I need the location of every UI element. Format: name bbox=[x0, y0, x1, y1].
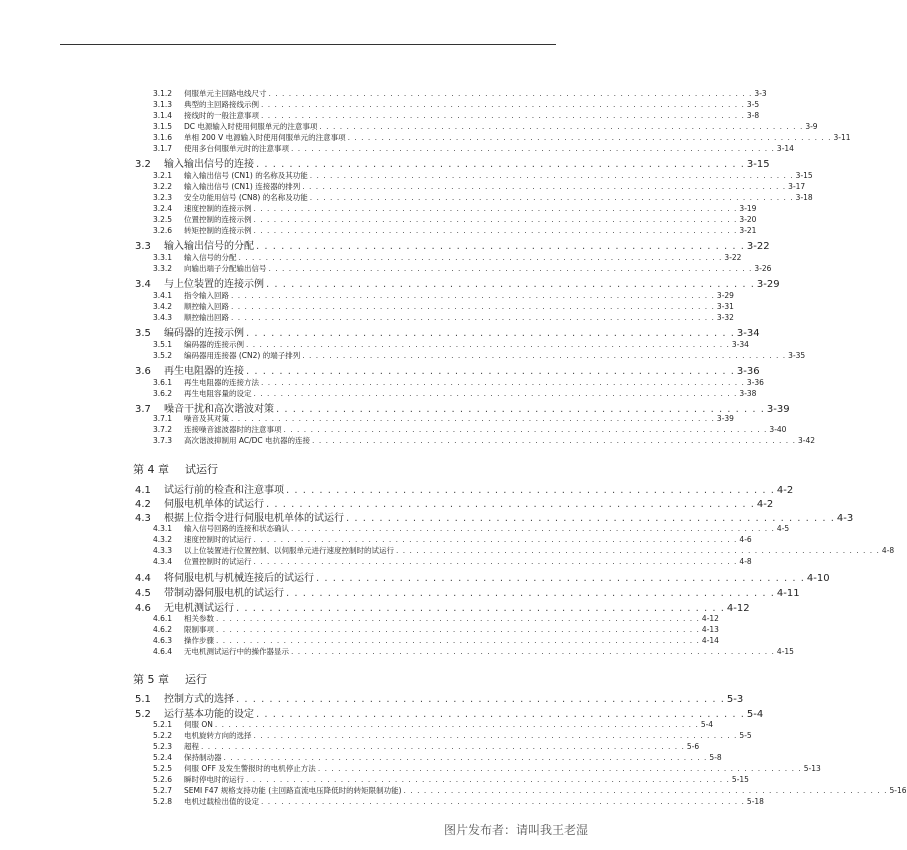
entry-title: 伺服 OFF 及发生警报时的电机停止方法 bbox=[184, 764, 316, 773]
dot-leader: . . . . . . . . . . . . . . . . . . . . . . . . . . . . . . . . . . . . . . . . . . . . . . . . . . . . . . . . . . . bbox=[266, 279, 755, 290]
toc-entry-3-1-5[interactable] bbox=[153, 121, 818, 131]
section-page: 4-3 bbox=[836, 513, 854, 524]
entry-title: 编码器用连接器 (CN2) 的端子排列 bbox=[184, 351, 301, 360]
toc-section-4-2[interactable] bbox=[135, 495, 774, 510]
dot-leader: . . . . . . . . . . . . . . . . . . . . . . . . . . . . . . . . . . . . . . . . . . . . . . . . . . . . . . . . . . . . . . . . . . . . . . . . bbox=[231, 291, 715, 300]
entry-page: 5-13 bbox=[803, 764, 821, 773]
chapter-title: 试运行 bbox=[185, 463, 218, 476]
entry-title: 限制事项 bbox=[184, 625, 214, 634]
dot-leader: . . . . . . . . . . . . . . . . . . . . . . . . . . . . . . . . . . . . . . . . . . . . . . . . . . . . . . . . . . . . . . . . . . . . . . . . bbox=[216, 636, 700, 645]
dot-leader: . . . . . . . . . . . . . . . . . . . . . . . . . . . . . . . . . . . . . . . . . . . . . . . . . . . . . . . . . . . . . . . . . . . . . . . . bbox=[261, 797, 745, 806]
entry-page: 5-18 bbox=[746, 797, 764, 806]
entry-number: 3.4.2 bbox=[153, 302, 173, 311]
section-page: 4-10 bbox=[806, 573, 830, 584]
entry-number: 3.2.1 bbox=[153, 171, 173, 180]
entry-title: 高次谐波抑制用 AC/DC 电抗器的连接 bbox=[184, 436, 311, 445]
entry-title: 单相 200 V 电源输入时使用伺服单元的注意事项 bbox=[184, 133, 346, 142]
section-title: 带制动器伺服电机的试运行 bbox=[164, 588, 284, 599]
toc-entry-4-6-1[interactable] bbox=[153, 613, 719, 623]
entry-number: 3.1.3 bbox=[153, 100, 173, 109]
toc-entry-3-6-1[interactable] bbox=[153, 377, 764, 387]
entry-number: 3.7.3 bbox=[153, 436, 173, 445]
toc-entry-3-6-2[interactable] bbox=[153, 388, 757, 398]
section-title: 噪音干扰和高次谐波对策 bbox=[164, 404, 274, 415]
section-title: 运行基本功能的设定 bbox=[164, 709, 254, 720]
entry-title: 无电机测试运行中的操作器显示 bbox=[184, 647, 289, 656]
dot-leader: . . . . . . . . . . . . . . . . . . . . . . . . . . . . . . . . . . . . . . . . . . . . . . . . . . . . . . . . . . . . . . . . . . . . . . . . bbox=[261, 378, 745, 387]
toc-entry-5-2-4[interactable] bbox=[153, 752, 722, 762]
dot-leader: . . . . . . . . . . . . . . . . . . . . . . . . . . . . . . . . . . . . . . . . . . . . . . . . . . . . . . . . . . . bbox=[246, 328, 735, 339]
dot-leader: . . . . . . . . . . . . . . . . . . . . . . . . . . . . . . . . . . . . . . . . . . . . . . . . . . . . . . . . . . . . . . . . . . . . . . . . bbox=[268, 89, 753, 98]
toc-chapter-4[interactable] bbox=[133, 461, 218, 475]
section-page: 4-12 bbox=[726, 603, 750, 614]
entry-title: 典型的主回路接线示例 bbox=[184, 100, 259, 109]
entry-title: 速度控制时的试运行 bbox=[184, 535, 252, 544]
toc-section-4-6[interactable] bbox=[135, 599, 750, 614]
entry-page: 4-6 bbox=[739, 535, 752, 544]
entry-number: 4.3.4 bbox=[153, 557, 173, 566]
section-title: 将伺服电机与机械连接后的试运行 bbox=[164, 573, 314, 584]
toc-entry-3-2-5[interactable] bbox=[153, 214, 757, 224]
section-page: 4-2 bbox=[756, 499, 774, 510]
toc-section-5-2[interactable] bbox=[135, 705, 764, 720]
dot-leader: . . . . . . . . . . . . . . . . . . . . . . . . . . . . . . . . . . . . . . . . . . . . . . . . . . . . . . . . . . . . . . . . . . . . . . . . bbox=[302, 182, 787, 191]
entry-number: 3.5.1 bbox=[153, 340, 173, 349]
dot-leader: . . . . . . . . . . . . . . . . . . . . . . . . . . . . . . . . . . . . . . . . . . . . . . . . . . . . . . . . . . . . . . . . . . . . . . . . bbox=[246, 340, 730, 349]
entry-title: 保持制动器 bbox=[184, 753, 222, 762]
section-number: 4.1 bbox=[135, 485, 151, 496]
entry-page: 3-17 bbox=[788, 182, 806, 191]
dot-leader: . . . . . . . . . . . . . . . . . . . . . . . . . . . . . . . . . . . . . . . . . . . . . . . . . . . . . . . . . . . . . . . . . . . . . . . . bbox=[246, 775, 730, 784]
dot-leader: . . . . . . . . . . . . . . . . . . . . . . . . . . . . . . . . . . . . . . . . . . . . . . . . . . . . . . . . . . . . . . . . . . . . . . . . bbox=[291, 524, 775, 533]
entry-title: 编码器的连接示例 bbox=[184, 340, 244, 349]
section-title: 再生电阻器的连接 bbox=[164, 366, 244, 377]
section-title: 试运行前的检查和注意事项 bbox=[164, 485, 284, 496]
section-number: 4.3 bbox=[135, 513, 151, 524]
entry-title: 超程 bbox=[184, 742, 199, 751]
entry-number: 5.2.5 bbox=[153, 764, 173, 773]
entry-page: 5-15 bbox=[731, 775, 749, 784]
toc-entry-3-7-1[interactable] bbox=[153, 413, 734, 423]
section-number: 3.5 bbox=[135, 328, 151, 339]
section-page: 5-3 bbox=[726, 694, 744, 705]
entry-number: 3.5.2 bbox=[153, 351, 173, 360]
publisher-watermark: 图片发布者：请叫我王老湿 bbox=[443, 823, 588, 837]
chapter-title: 运行 bbox=[185, 673, 207, 686]
dot-leader: . . . . . . . . . . . . . . . . . . . . . . . . . . . . . . . . . . . . . . . . . . . . . . . . . . . . . . . . . . . . . . . . . . . . . . . . bbox=[302, 351, 787, 360]
toc-entry-5-2-8[interactable] bbox=[153, 796, 764, 806]
entry-title: 以上位装置进行位置控制、以伺服单元进行速度控制时的试运行 bbox=[184, 546, 394, 555]
entry-page: 3-29 bbox=[716, 291, 734, 300]
entry-number: 3.1.7 bbox=[153, 144, 173, 153]
entry-page: 3-15 bbox=[795, 171, 813, 180]
entry-number: 4.6.2 bbox=[153, 625, 173, 634]
entry-page: 3-19 bbox=[739, 204, 757, 213]
entry-page: 3-26 bbox=[754, 264, 772, 273]
dot-leader: . . . . . . . . . . . . . . . . . . . . . . . . . . . . . . . . . . . . . . . . . . . . . . . . . . . . . . . . . . . bbox=[286, 485, 775, 496]
section-number: 3.7 bbox=[135, 404, 151, 415]
entry-page: 3-34 bbox=[731, 340, 749, 349]
dot-leader: . . . . . . . . . . . . . . . . . . . . . . . . . . . . . . . . . . . . . . . . . . . . . . . . . . . . . . . . . . . bbox=[256, 159, 745, 170]
entry-title: 接线时的一般注意事项 bbox=[184, 111, 259, 120]
dot-leader: . . . . . . . . . . . . . . . . . . . . . . . . . . . . . . . . . . . . . . . . . . . . . . . . . . . . . . . . . . . bbox=[256, 241, 745, 252]
dot-leader: . . . . . . . . . . . . . . . . . . . . . . . . . . . . . . . . . . . . . . . . . . . . . . . . . . . . . . . . . . . bbox=[236, 694, 725, 705]
dot-leader: . . . . . . . . . . . . . . . . . . . . . . . . . . . . . . . . . . . . . . . . . . . . . . . . . . . . . . . . . . . . . . . . . . . . . . . . bbox=[216, 614, 700, 623]
section-page: 3-29 bbox=[756, 279, 780, 290]
dot-leader: . . . . . . . . . . . . . . . . . . . . . . . . . . . . . . . . . . . . . . . . . . . . . . . . . . . . . . . . . . . . . . . . . . . . . . . . bbox=[309, 171, 794, 180]
entry-title: 再生电阻容量的设定 bbox=[184, 389, 252, 398]
toc-entry-5-2-1[interactable] bbox=[153, 719, 714, 729]
entry-number: 3.2.3 bbox=[153, 193, 173, 202]
toc-entry-3-5-1[interactable] bbox=[153, 339, 749, 349]
entry-page: 5-16 bbox=[889, 786, 907, 795]
dot-leader: . . . . . . . . . . . . . . . . . . . . . . . . . . . . . . . . . . . . . . . . . . . . . . . . . . . . . . . . . . . bbox=[346, 513, 835, 524]
entry-title: 连接噪音滤波器时的注意事项 bbox=[184, 425, 282, 434]
section-title: 与上位装置的连接示例 bbox=[164, 279, 264, 290]
entry-title: 转矩控制的连接示例 bbox=[184, 226, 252, 235]
entry-page: 5-5 bbox=[739, 731, 752, 740]
entry-number: 5.2.3 bbox=[153, 742, 173, 751]
entry-title: 电机过载检出值的设定 bbox=[184, 797, 259, 806]
entry-page: 4-5 bbox=[776, 524, 790, 533]
section-title: 输入输出信号的连接 bbox=[164, 159, 254, 170]
section-title: 伺服电机单体的试运行 bbox=[164, 499, 264, 510]
toc-entry-3-2-1[interactable] bbox=[153, 170, 813, 180]
section-page: 3-15 bbox=[746, 159, 770, 170]
toc-entry-3-2-2[interactable] bbox=[153, 181, 806, 191]
section-number: 4.6 bbox=[135, 603, 151, 614]
toc-entry-3-4-3[interactable] bbox=[153, 312, 734, 322]
entry-number: 4.3.2 bbox=[153, 535, 173, 544]
section-page: 3-39 bbox=[766, 404, 790, 415]
chapter-number: 第 4 章 bbox=[133, 463, 169, 476]
entry-number: 5.2.8 bbox=[153, 797, 173, 806]
section-title: 输入输出信号的分配 bbox=[164, 241, 254, 252]
entry-page: 3-42 bbox=[797, 436, 815, 445]
section-number: 4.5 bbox=[135, 588, 151, 599]
dot-leader: . . . . . . . . . . . . . . . . . . . . . . . . . . . . . . . . . . . . . . . . . . . . . . . . . . . . . . . . . . . . . . . . . . . . . . . . bbox=[253, 226, 738, 235]
section-title: 编码器的连接示例 bbox=[164, 328, 244, 339]
toc-entry-5-2-6[interactable] bbox=[153, 774, 749, 784]
toc-entry-5-2-5[interactable] bbox=[153, 763, 821, 773]
section-title: 根据上位指令进行伺服电机单体的试运行 bbox=[164, 513, 344, 524]
entry-title: 输入输出信号 (CN1) 的名称及其功能 bbox=[184, 171, 308, 180]
entry-page: 3-32 bbox=[716, 313, 734, 322]
toc-section-5-1[interactable] bbox=[135, 690, 744, 705]
dot-leader: . . . . . . . . . . . . . . . . . . . . . . . . . . . . . . . . . . . . . . . . . . . . . . . . . . . . . . . . . . . . . . . . . . . . . . . . bbox=[253, 215, 738, 224]
dot-leader: . . . . . . . . . . . . . . . . . . . . . . . . . . . . . . . . . . . . . . . . . . . . . . . . . . . . . . . . . . . bbox=[286, 588, 775, 599]
entry-page: 3-22 bbox=[724, 253, 742, 262]
entry-title: 伺服 ON bbox=[184, 720, 213, 729]
dot-leader: . . . . . . . . . . . . . . . . . . . . . . . . . . . . . . . . . . . . . . . . . . . . . . . . . . . . . . . . . . . . . . . . . . . . . . . . bbox=[261, 111, 745, 120]
toc-entry-3-1-4[interactable] bbox=[153, 110, 760, 120]
dot-leader: . . . . . . . . . . . . . . . . . . . . . . . . . . . . . . . . . . . . . . . . . . . . . . . . . . . . . . . . . . . . . . . . . . . . . . . . bbox=[223, 753, 708, 762]
entry-page: 4-12 bbox=[701, 614, 719, 623]
entry-title: 向输出端子分配输出信号 bbox=[184, 264, 267, 273]
entry-title: 噪音及其对策 bbox=[184, 414, 229, 423]
toc-section-4-5[interactable] bbox=[135, 584, 800, 599]
dot-leader: . . . . . . . . . . . . . . . . . . . . . . . . . . . . . . . . . . . . . . . . . . . . . . . . . . . . . . . . . . . . . . . . . . . . . . . . bbox=[317, 764, 802, 773]
section-number: 5.1 bbox=[135, 694, 151, 705]
toc-section-4-4[interactable] bbox=[135, 569, 830, 584]
entry-page: 5-6 bbox=[686, 742, 700, 751]
dot-leader: . . . . . . . . . . . . . . . . . . . . . . . . . . . . . . . . . . . . . . . . . . . . . . . . . . . . . . . . . . . . . . . . . . . . . . . . bbox=[396, 546, 880, 555]
entry-page: 3-38 bbox=[739, 389, 757, 398]
entry-title: 伺服单元主回路电线尺寸 bbox=[184, 89, 267, 98]
toc-entry-3-2-3[interactable] bbox=[153, 192, 813, 202]
toc-entry-4-3-4[interactable] bbox=[153, 556, 752, 566]
dot-leader: . . . . . . . . . . . . . . . . . . . . . . . . . . . . . . . . . . . . . . . . . . . . . . . . . . . . . . . . . . . . . . . . . . . . . . . . bbox=[231, 414, 715, 423]
entry-number: 5.2.6 bbox=[153, 775, 173, 784]
entry-title: 指令输入回路 bbox=[184, 291, 229, 300]
section-number: 3.3 bbox=[135, 241, 151, 252]
section-page: 5-4 bbox=[746, 709, 764, 720]
dot-leader: . . . . . . . . . . . . . . . . . . . . . . . . . . . . . . . . . . . . . . . . . . . . . . . . . . . . . . . . . . . . . . . . . . . . . . . . bbox=[253, 204, 738, 213]
entry-number: 3.6.2 bbox=[153, 389, 173, 398]
toc-section-3-7[interactable] bbox=[135, 400, 790, 415]
dot-leader: . . . . . . . . . . . . . . . . . . . . . . . . . . . . . . . . . . . . . . . . . . . . . . . . . . . . . . . . . . . . . . . . . . . . . . . . bbox=[283, 425, 768, 434]
toc-section-3-3[interactable] bbox=[135, 237, 770, 252]
entry-title: 电机旋转方向的选择 bbox=[184, 731, 252, 740]
section-page: 4-2 bbox=[776, 485, 794, 496]
toc-entry-4-3-2[interactable] bbox=[153, 534, 752, 544]
dot-leader: . . . . . . . . . . . . . . . . . . . . . . . . . . . . . . . . . . . . . . . . . . . . . . . . . . . . . . . . . . . . . . . . . . . . . . . . bbox=[253, 389, 738, 398]
entry-number: 5.2.1 bbox=[153, 720, 173, 729]
toc-entry-4-6-4[interactable] bbox=[153, 646, 794, 656]
entry-page: 5-8 bbox=[709, 753, 722, 762]
toc-entry-5-2-7[interactable] bbox=[153, 785, 907, 795]
toc-entry-4-6-2[interactable] bbox=[153, 624, 719, 634]
entry-number: 4.6.4 bbox=[153, 647, 173, 656]
entry-number: 3.4.1 bbox=[153, 291, 173, 300]
entry-page: 3-9 bbox=[805, 122, 818, 131]
top-rule bbox=[60, 44, 556, 45]
dot-leader: . . . . . . . . . . . . . . . . . . . . . . . . . . . . . . . . . . . . . . . . . . . . . . . . . . . . . . . . . . . . . . . . . . . . . . . . bbox=[231, 313, 715, 322]
toc-entry-3-1-7[interactable] bbox=[153, 143, 794, 153]
entry-number: 3.1.4 bbox=[153, 111, 173, 120]
entry-title: 顺控输入回路 bbox=[184, 302, 229, 311]
entry-number: 3.2.5 bbox=[153, 215, 173, 224]
toc-entry-4-6-3[interactable] bbox=[153, 635, 719, 645]
entry-number: 4.3.3 bbox=[153, 546, 173, 555]
toc-entry-5-2-2[interactable] bbox=[153, 730, 752, 740]
entry-page: 4-14 bbox=[701, 636, 719, 645]
section-number: 3.2 bbox=[135, 159, 151, 170]
toc-section-3-5[interactable] bbox=[135, 324, 760, 339]
toc-entry-3-1-3[interactable] bbox=[153, 99, 760, 109]
entry-page: 3-21 bbox=[739, 226, 757, 235]
entry-number: 3.2.6 bbox=[153, 226, 173, 235]
entry-number: 5.2.7 bbox=[153, 786, 173, 795]
section-number: 3.4 bbox=[135, 279, 151, 290]
section-page: 3-22 bbox=[746, 241, 770, 252]
entry-page: 3-18 bbox=[795, 193, 813, 202]
dot-leader: . . . . . . . . . . . . . . . . . . . . . . . . . . . . . . . . . . . . . . . . . . . . . . . . . . . . . . . . . . . . . . . . . . . . . . . . bbox=[312, 436, 796, 445]
dot-leader: . . . . . . . . . . . . . . . . . . . . . . . . . . . . . . . . . . . . . . . . . . . . . . . . . . . . . . . . . . . . . . . . . . . . . . . . bbox=[214, 720, 699, 729]
entry-number: 5.2.4 bbox=[153, 753, 173, 762]
section-number: 4.4 bbox=[135, 573, 151, 584]
toc-section-3-2[interactable] bbox=[135, 155, 770, 170]
entry-title: 顺控输出回路 bbox=[184, 313, 229, 322]
entry-number: 3.3.1 bbox=[153, 253, 173, 262]
entry-title: 瞬时停电时的运行 bbox=[184, 775, 244, 784]
toc-entry-3-7-3[interactable] bbox=[153, 435, 815, 445]
entry-title: 输入输出信号 (CN1) 连接器的排列 bbox=[184, 182, 301, 191]
entry-page: 3-8 bbox=[746, 111, 760, 120]
toc-entry-3-3-1[interactable] bbox=[153, 252, 742, 262]
entry-title: 速度控制的连接示例 bbox=[184, 204, 252, 213]
entry-number: 3.1.5 bbox=[153, 122, 173, 131]
entry-page: 3-31 bbox=[716, 302, 734, 311]
toc-entry-3-2-6[interactable] bbox=[153, 225, 757, 235]
toc-entry-4-3-3[interactable] bbox=[153, 545, 895, 555]
dot-leader: . . . . . . . . . . . . . . . . . . . . . . . . . . . . . . . . . . . . . . . . . . . . . . . . . . . . . . . . . . . bbox=[236, 603, 725, 614]
dot-leader: . . . . . . . . . . . . . . . . . . . . . . . . . . . . . . . . . . . . . . . . . . . . . . . . . . . . . . . . . . . bbox=[256, 709, 745, 720]
entry-number: 3.2.4 bbox=[153, 204, 173, 213]
dot-leader: . . . . . . . . . . . . . . . . . . . . . . . . . . . . . . . . . . . . . . . . . . . . . . . . . . . . . . . . . . . . . . . . . . . . . . . . bbox=[403, 786, 888, 795]
dot-leader: . . . . . . . . . . . . . . . . . . . . . . . . . . . . . . . . . . . . . . . . . . . . . . . . . . . . . . . . . . . . . . . . . . . . . . . . bbox=[238, 253, 723, 262]
toc-entry-3-1-6[interactable] bbox=[153, 132, 851, 142]
entry-number: 5.2.2 bbox=[153, 731, 173, 740]
section-number: 3.6 bbox=[135, 366, 151, 377]
entry-number: 3.1.2 bbox=[153, 89, 173, 98]
entry-title: SEMI F47 规格支持功能 (主回路直流电压降低时的转矩限制功能) bbox=[184, 786, 402, 795]
section-page: 4-11 bbox=[776, 588, 800, 599]
entry-page: 3-35 bbox=[788, 351, 806, 360]
dot-leader: . . . . . . . . . . . . . . . . . . . . . . . . . . . . . . . . . . . . . . . . . . . . . . . . . . . . . . . . . . . . . . . . . . . . . . . . bbox=[201, 742, 685, 751]
entry-title: 使用多台伺服单元时的注意事项 bbox=[184, 144, 289, 153]
entry-title: DC 电源输入时使用伺服单元的注意事项 bbox=[184, 122, 318, 131]
toc-section-3-6[interactable] bbox=[135, 362, 760, 377]
entry-page: 3-14 bbox=[776, 144, 794, 153]
entry-page: 5-4 bbox=[700, 720, 714, 729]
dot-leader: . . . . . . . . . . . . . . . . . . . . . . . . . . . . . . . . . . . . . . . . . . . . . . . . . . . . . . . . . . . bbox=[266, 499, 755, 510]
dot-leader: . . . . . . . . . . . . . . . . . . . . . . . . . . . . . . . . . . . . . . . . . . . . . . . . . . . . . . . . . . . . . . . . . . . . . . . . bbox=[231, 302, 715, 311]
toc-entry-3-4-1[interactable] bbox=[153, 290, 734, 300]
toc-entry-5-2-3[interactable] bbox=[153, 741, 700, 751]
entry-number: 3.7.2 bbox=[153, 425, 173, 434]
entry-number: 3.2.2 bbox=[153, 182, 173, 191]
entry-title: 位置控制时的试运行 bbox=[184, 557, 252, 566]
entry-title: 安全功能用信号 (CN8) 的名称及功能 bbox=[184, 193, 308, 202]
entry-page: 3-39 bbox=[716, 414, 734, 423]
entry-number: 4.3.1 bbox=[153, 524, 173, 533]
dot-leader: . . . . . . . . . . . . . . . . . . . . . . . . . . . . . . . . . . . . . . . . . . . . . . . . . . . . . . . . . . . . . . . . . . . . . . . . bbox=[253, 557, 738, 566]
entry-number: 3.6.1 bbox=[153, 378, 173, 387]
section-page: 3-34 bbox=[736, 328, 760, 339]
entry-page: 3-5 bbox=[746, 100, 760, 109]
section-title: 控制方式的选择 bbox=[164, 694, 234, 705]
entry-title: 相关参数 bbox=[184, 614, 214, 623]
dot-leader: . . . . . . . . . . . . . . . . . . . . . . . . . . . . . . . . . . . . . . . . . . . . . . . . . . . . . . . . . . . . . . . . . . . . . . . . bbox=[309, 193, 794, 202]
entry-title: 再生电阻器的连接方法 bbox=[184, 378, 259, 387]
dot-leader: . . . . . . . . . . . . . . . . . . . . . . . . . . . . . . . . . . . . . . . . . . . . . . . . . . . . . . . . . . . . . . . . . . . . . . . . bbox=[253, 731, 738, 740]
dot-leader: . . . . . . . . . . . . . . . . . . . . . . . . . . . . . . . . . . . . . . . . . . . . . . . . . . . . . . . . . . . . . . . . . . . . . . . . bbox=[291, 647, 775, 656]
dot-leader: . . . . . . . . . . . . . . . . . . . . . . . . . . . . . . . . . . . . . . . . . . . . . . . . . . . . . . . . . . . . . . . . . . . . . . . . bbox=[253, 535, 738, 544]
toc-entry-3-1-2[interactable] bbox=[153, 88, 767, 98]
entry-number: 4.6.3 bbox=[153, 636, 173, 645]
dot-leader: . . . . . . . . . . . . . . . . . . . . . . . . . . . . . . . . . . . . . . . . . . . . . . . . . . . . . . . . . . . . . . . . . . . . . . . . bbox=[291, 144, 775, 153]
dot-leader: . . . . . . . . . . . . . . . . . . . . . . . . . . . . . . . . . . . . . . . . . . . . . . . . . . . . . . . . . . . . . . . . . . . . . . . . bbox=[319, 122, 804, 131]
toc-entry-3-7-2[interactable] bbox=[153, 424, 787, 434]
entry-page: 4-13 bbox=[701, 625, 719, 634]
entry-page: 3-20 bbox=[739, 215, 757, 224]
entry-page: 3-40 bbox=[769, 425, 787, 434]
entry-page: 3-36 bbox=[746, 378, 764, 387]
dot-leader: . . . . . . . . . . . . . . . . . . . . . . . . . . . . . . . . . . . . . . . . . . . . . . . . . . . . . . . . . . . . . . . . . . . . . . . . bbox=[347, 133, 832, 142]
toc-section-4-3[interactable] bbox=[135, 509, 854, 524]
section-number: 4.2 bbox=[135, 499, 151, 510]
dot-leader: . . . . . . . . . . . . . . . . . . . . . . . . . . . . . . . . . . . . . . . . . . . . . . . . . . . . . . . . . . . . . . . . . . . . . . . . bbox=[261, 100, 745, 109]
toc-section-4-1[interactable] bbox=[135, 481, 794, 496]
dot-leader: . . . . . . . . . . . . . . . . . . . . . . . . . . . . . . . . . . . . . . . . . . . . . . . . . . . . . . . . . . . bbox=[246, 366, 735, 377]
entry-title: 输入信号回路的连接和状态确认 bbox=[184, 524, 289, 533]
dot-leader: . . . . . . . . . . . . . . . . . . . . . . . . . . . . . . . . . . . . . . . . . . . . . . . . . . . . . . . . . . . . . . . . . . . . . . . . bbox=[216, 625, 700, 634]
entry-page: 4-15 bbox=[776, 647, 794, 656]
entry-page: 4-8 bbox=[739, 557, 752, 566]
entry-page: 3-3 bbox=[754, 89, 767, 98]
toc-entry-3-3-2[interactable] bbox=[153, 263, 772, 273]
dot-leader: . . . . . . . . . . . . . . . . . . . . . . . . . . . . . . . . . . . . . . . . . . . . . . . . . . . . . . . . . . . . . . . . . . . . . . . . bbox=[268, 264, 753, 273]
entry-page: 4-8 bbox=[881, 546, 895, 555]
entry-number: 3.4.3 bbox=[153, 313, 173, 322]
entry-number: 3.7.1 bbox=[153, 414, 173, 423]
entry-title: 输入信号的分配 bbox=[184, 253, 237, 262]
section-page: 3-36 bbox=[736, 366, 760, 377]
entry-title: 操作步骤 bbox=[184, 636, 214, 645]
dot-leader: . . . . . . . . . . . . . . . . . . . . . . . . . . . . . . . . . . . . . . . . . . . . . . . . . . . . . . . . . . . bbox=[276, 404, 765, 415]
toc-section-3-4[interactable] bbox=[135, 275, 780, 290]
entry-page: 3-11 bbox=[833, 133, 851, 142]
toc-entry-3-2-4[interactable] bbox=[153, 203, 757, 213]
section-number: 5.2 bbox=[135, 709, 151, 720]
entry-number: 4.6.1 bbox=[153, 614, 173, 623]
entry-title: 位置控制的连接示例 bbox=[184, 215, 252, 224]
dot-leader: . . . . . . . . . . . . . . . . . . . . . . . . . . . . . . . . . . . . . . . . . . . . . . . . . . . . . . . . . . . bbox=[316, 573, 805, 584]
entry-number: 3.3.2 bbox=[153, 264, 173, 273]
toc-entry-3-4-2[interactable] bbox=[153, 301, 734, 311]
chapter-number: 第 5 章 bbox=[133, 673, 169, 686]
toc-entry-4-3-1[interactable] bbox=[153, 523, 790, 533]
toc-chapter-5[interactable] bbox=[133, 671, 207, 685]
section-title: 无电机测试运行 bbox=[164, 603, 234, 614]
entry-number: 3.1.6 bbox=[153, 133, 173, 142]
toc-entry-3-5-2[interactable] bbox=[153, 350, 806, 360]
